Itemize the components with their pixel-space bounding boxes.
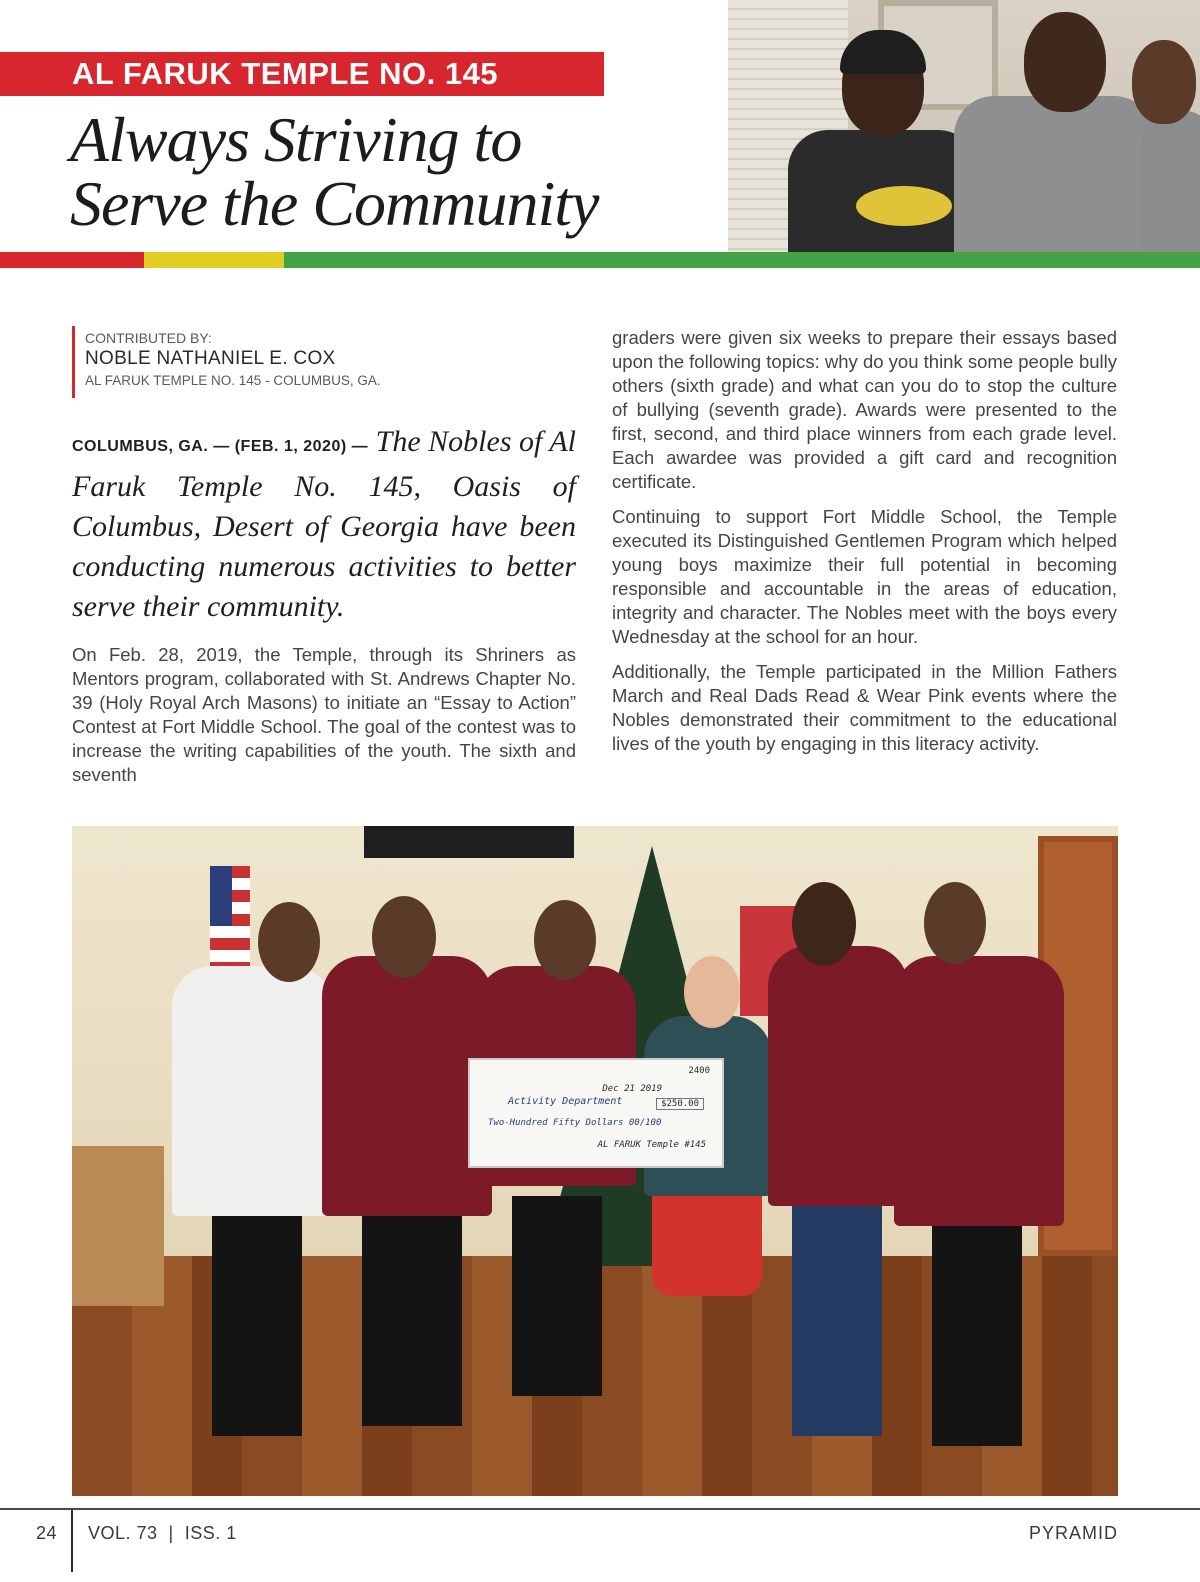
header-photo	[728, 0, 1200, 252]
page-number: 24	[36, 1523, 58, 1543]
group-photo	[72, 826, 1118, 1496]
check-amount-words: Two-Hundred Fifty Dollars 00/100	[488, 1118, 662, 1128]
check-signature: AL FARUK Temple #145	[597, 1140, 706, 1150]
headline-line-1: Always Striving to	[70, 104, 522, 175]
check-payee: Activity Department	[508, 1096, 623, 1107]
check-number: 2400	[688, 1066, 710, 1076]
dateline: COLUMBUS, GA. — (FEB. 1, 2020) —	[72, 438, 369, 455]
contributor-label: CONTRIBUTED BY:	[85, 330, 212, 346]
body-column-left	[72, 643, 576, 798]
lead-text: The Nobles of Al Faruk Temple No. 145, Oasis of Columbus, Desert of Georgia have been conducting numerous activities to better serve their community.	[72, 425, 576, 623]
color-band-red	[0, 252, 144, 268]
contributor-block	[72, 326, 381, 398]
body-paragraph: graders were given six weeks to prepare their essays based upon the following topics: why do you think some people bully others (sixth grade) and what can you do to stop the culture of bullying (seventh grade). Awards were presented to the first, second, and third place winners from each grade level. Each awardee was provided a gift card and recognition certificate.	[612, 327, 1117, 492]
body-paragraph: On Feb. 28, 2019, the Temple, through its Shriners as Mentors program, collaborated with St. Andrews Chapter No. 39 (Holy Royal Arch Masons) to initiate an “Essay to Action” Contest at Fort Middle School. The goal of the contest was to increase the writing capabilities of the youth. The sixth and seventh	[72, 644, 576, 785]
section-title: AL FARUK TEMPLE NO. 145	[72, 56, 499, 91]
headline	[70, 104, 730, 239]
footer-divider	[71, 1510, 73, 1572]
check-date: Dec 21 2019	[602, 1084, 662, 1094]
color-band-yellow	[144, 252, 284, 268]
color-band-green	[284, 252, 1200, 268]
magazine-name: PYRAMID	[1028, 1523, 1118, 1543]
body-paragraph: Additionally, the Temple participated in the Million Fathers March and Real Dads Read & Wear Pink events where the Nobles demonstrated their commitment to the educational lives of the youth by engaging in this literacy activity.	[612, 661, 1117, 754]
lead-paragraph	[72, 422, 576, 627]
contributor-affiliation: AL FARUK TEMPLE NO. 145 - COLUMBUS, GA.	[85, 373, 381, 388]
body-paragraph: Continuing to support Fort Middle School, the Temple executed its Distinguished Gentlemen Program which helped young boys maximize their full potential in becoming responsible and accountable in the areas of education, integrity and character. The Nobles meet with the boys every Wednesday at the school for an hour.	[612, 506, 1117, 647]
footer-rule	[0, 1508, 1200, 1510]
donation-check	[468, 1058, 724, 1168]
volume-issue: VOL. 73 | ISS. 1	[88, 1523, 237, 1543]
contributor-name: NOBLE NATHANIEL E. COX	[85, 348, 336, 369]
section-title-bar	[0, 52, 604, 96]
body-column-right	[612, 326, 1117, 767]
piano	[72, 1146, 164, 1306]
headline-line-2: Serve the Community	[70, 168, 599, 239]
check-amount: $250.00	[656, 1098, 704, 1110]
